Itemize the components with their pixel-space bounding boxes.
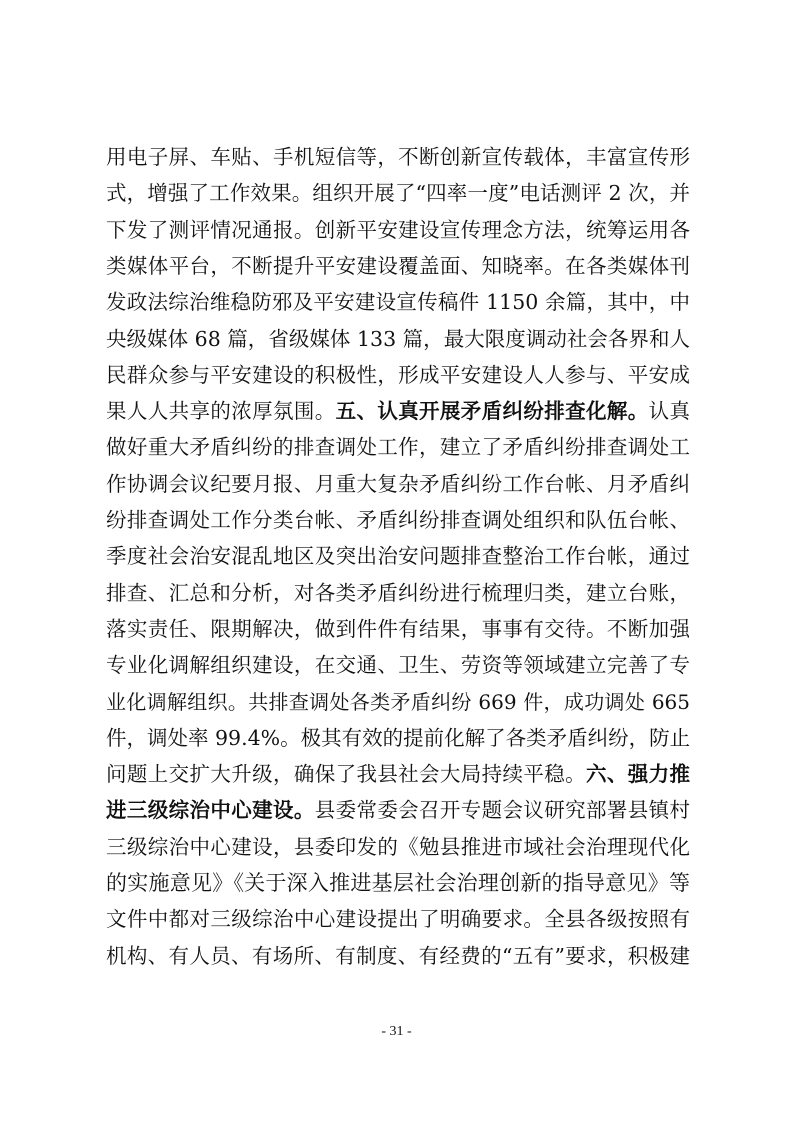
text-line (106, 430, 690, 464)
line-text: 件，调处率 99.4%。极其有效的提前化解了各类矛盾纠纷，防止 (106, 725, 690, 750)
text-line (106, 866, 690, 900)
line-text: 纷排查调处工作分类台帐、矛盾纠纷排查调处组织和队伍台帐、 (106, 508, 690, 532)
text-line (106, 140, 690, 174)
text-line (106, 939, 690, 973)
page-number: - 31 - (381, 1024, 412, 1039)
line-text: 县委常委会召开专题会议研究部署县镇村 (314, 798, 690, 823)
line-text: 做好重大矛盾纠纷的排查调处工作，建立了矛盾纠纷排查调处工 (106, 435, 690, 460)
text-line (106, 612, 690, 646)
text-line (106, 503, 690, 537)
text-line (106, 213, 690, 247)
line-text: 类媒体平台，不断提升平安建设覆盖面、知晓率。在各类媒体刊 (106, 253, 690, 278)
text-line (106, 902, 690, 936)
line-text: 落实责任、限期解决，做到件件有结果，事事有交待。不断加强 (106, 616, 690, 641)
line-text: 用电子屏、车贴、手机短信等，不断创新宣传载体，丰富宣传形 (106, 145, 690, 169)
line-text: 式，增强了工作效果。组织开展了“四率一度”电话测评 2 次，并 (106, 181, 690, 206)
text-line (106, 685, 690, 719)
text-line (106, 539, 690, 573)
text-line (106, 793, 690, 827)
line-text: 认真 (648, 399, 690, 424)
text-line (106, 721, 690, 755)
line-text: 机构、有人员、有场所、有制度、有经费的“五有”要求，积极建 (106, 943, 690, 968)
text-line (106, 285, 690, 319)
text-line (106, 467, 690, 501)
text-line (106, 358, 690, 392)
text-line (106, 830, 690, 864)
section-heading: 进三级综治中心建设。 (106, 798, 315, 823)
line-text: 季度社会治安混乱地区及突出治安问题排查整治工作台帐，通过 (106, 544, 690, 569)
section-heading: 五、认真开展矛盾纠纷排查化解。 (335, 399, 649, 424)
text-line (106, 394, 690, 428)
text-line (106, 176, 690, 210)
line-text: 三级综治中心建设，县委印发的《勉县推进市域社会治理现代化 (106, 834, 690, 859)
line-text: 作协调会议纪要月报、月重大复杂矛盾纠纷工作台帐、月矛盾纠 (106, 471, 690, 496)
line-text: 发政法综治维稳防邪及平安建设宣传稿件 1150 余篇，其中，中 (106, 290, 690, 315)
text-line (106, 322, 690, 356)
text-line (106, 757, 690, 791)
line-text: 专业化调解组织建设，在交通、卫生、劳资等领域建立完善了专 (106, 653, 690, 678)
line-text: 业化调解组织。共排查调处各类矛盾纠纷 669 件，成功调处 665 (106, 689, 690, 714)
line-text: 排查、汇总和分析，对各类矛盾纠纷进行梳理归类，建立台账， (106, 580, 690, 605)
section-heading: 六、强力推 (586, 762, 690, 787)
text-line (106, 648, 690, 682)
line-text: 央级媒体 68 篇，省级媒体 133 篇，最大限度调动社会各界和人 (106, 326, 690, 351)
text-line (106, 576, 690, 610)
text-line (106, 249, 690, 283)
line-text: 文件中都对三级综治中心建设提出了明确要求。全县各级按照有 (106, 907, 690, 932)
line-text: 问题上交扩大升级，确保了我县社会大局持续平稳。 (106, 762, 587, 787)
line-text: 果人人共享的浓厚氛围。 (106, 399, 336, 424)
line-text: 的实施意见》《关于深入推进基层社会治理创新的指导意见》等 (106, 871, 690, 895)
line-text: 下发了测评情况通报。创新平安建设宣传理念方法，统筹运用各 (106, 217, 690, 242)
line-text: 民群众参与平安建设的积极性，形成平安建设人人参与、平安成 (106, 362, 690, 387)
